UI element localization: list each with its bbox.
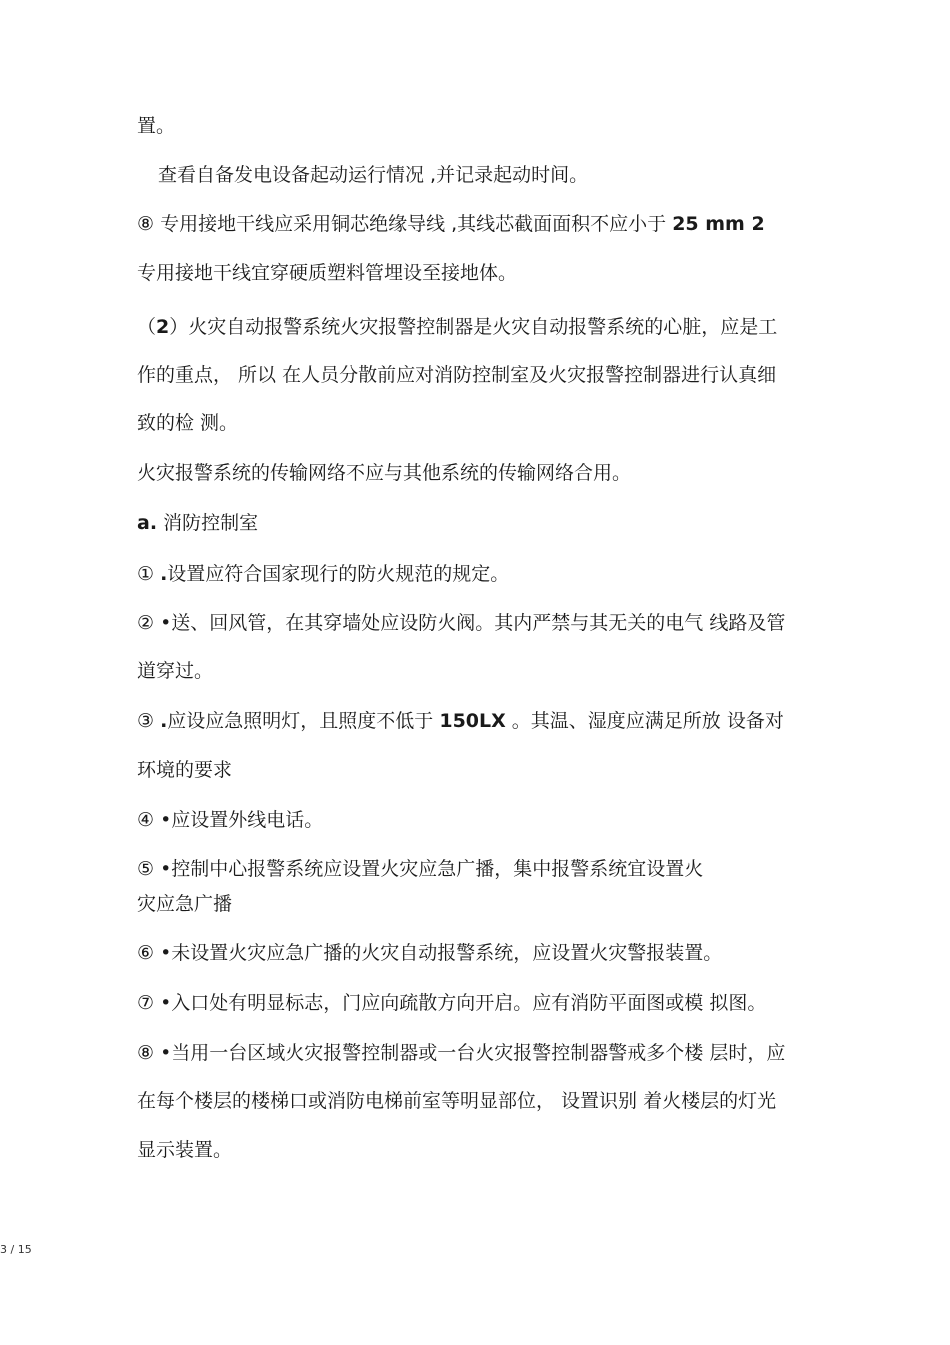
list-item: ⑦ •入口处有明显标志，门应向疏散方向开启。应有消防平面图或模 拟图。 (137, 992, 767, 1014)
list-item: ② •送、回风管，在其穿墙处应设防火阀。其内严禁与其无关的电气 线路及管 (137, 612, 786, 634)
list-item: ④ •应设置外线电话。 (137, 809, 324, 831)
section-heading: a. 消防控制室 (137, 512, 259, 534)
text-line: 火灾报警系统的传输网络不应与其他系统的传输网络合用。 (137, 462, 632, 484)
text-line: 作的重点， 所以 在人员分散前应对消防控制室及火灾报警控制器进行认真细 (137, 364, 777, 386)
text-line: 置。 (137, 115, 176, 137)
text-line: 环境的要求 (137, 759, 233, 781)
text-line: 显示装置。 (137, 1139, 233, 1161)
text-line: 道穿过。 (137, 660, 214, 682)
text-line: （2）火灾自动报警系统火灾报警控制器是火灾自动报警系统的心脏，应是工 (137, 316, 778, 338)
list-item: ③ .应设应急照明灯，且照度不低于 150LX 。其温、湿度应满足所放 设备对 (137, 710, 784, 732)
list-item: ⑧ •当用一台区域火灾报警控制器或一台火灾报警控制器警戒多个楼 层时，应 (137, 1042, 786, 1064)
text-line: 查看自备发电设备起动运行情况 ,并记录起动时间。 (158, 164, 589, 186)
text-line: 致的检 测。 (137, 412, 239, 434)
text-line: ⑧ 专用接地干线应采用铜芯绝缘导线 ,其线芯截面面积不应小于 25 mm 2 (137, 213, 765, 235)
list-item: ① .设置应符合国家现行的防火规范的规定。 (137, 563, 510, 585)
list-item: ⑤ •控制中心报警系统应设置火灾应急广播，集中报警系统宜设置火 (137, 858, 704, 880)
list-item: ⑥ •未设置火灾应急广播的火灾自动报警系统，应设置火灾警报装置。 (137, 942, 723, 964)
text-line: 灾应急广播 (137, 893, 233, 915)
text-line: 专用接地干线宜穿硬质塑料管埋设至接地体。 (137, 262, 518, 284)
page-indicator: 3 / 15 (0, 1243, 32, 1256)
text-line: 在每个楼层的楼梯口或消防电梯前室等明显部位， 设置识别 着火楼层的灯光 (137, 1090, 777, 1112)
